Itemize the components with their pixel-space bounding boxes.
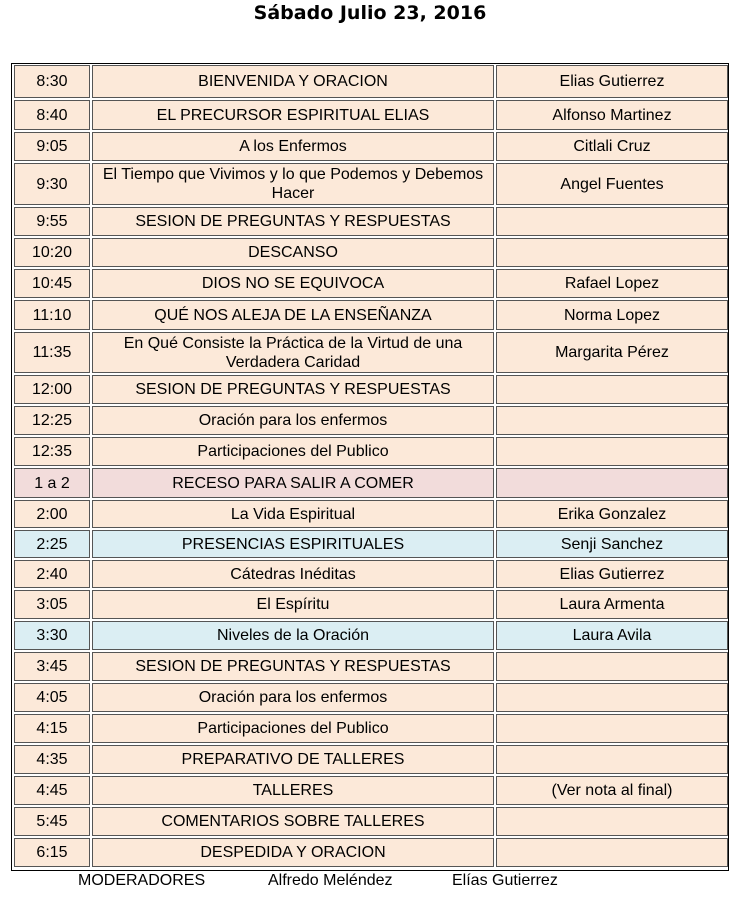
time-cell: 10:20 xyxy=(14,238,90,267)
time-cell: 11:10 xyxy=(14,300,90,330)
topic-cell: SESION DE PREGUNTAS Y RESPUESTAS xyxy=(92,207,494,236)
time-cell: 2:40 xyxy=(14,560,90,588)
speaker-cell xyxy=(496,652,728,681)
topic-cell: La Vida Espiritual xyxy=(92,500,494,528)
speaker-cell xyxy=(496,468,728,498)
topic-cell: En Qué Consiste la Práctica de la Virtud de una Verdadera Caridad xyxy=(92,332,494,373)
topic-cell: El Tiempo que Vivimos y lo que Podemos y Debemos Hacer xyxy=(92,163,494,205)
speaker-cell: Elias Gutierrez xyxy=(496,560,728,588)
topic-cell: COMENTARIOS SOBRE TALLERES xyxy=(92,807,494,836)
time-cell: 12:00 xyxy=(14,375,90,404)
time-cell: 3:05 xyxy=(14,590,90,619)
speaker-cell xyxy=(496,207,728,236)
time-cell: 11:35 xyxy=(14,332,90,373)
speaker-cell: Rafael Lopez xyxy=(496,269,728,298)
speaker-cell xyxy=(496,238,728,267)
topic-cell: PRESENCIAS ESPIRITUALES xyxy=(92,530,494,558)
time-cell: 8:40 xyxy=(14,100,90,130)
speaker-cell xyxy=(496,683,728,712)
topic-cell: TALLERES xyxy=(92,776,494,805)
speaker-cell xyxy=(496,745,728,774)
topic-cell: Participaciones del Publico xyxy=(92,714,494,743)
topic-cell: Oración para los enfermos xyxy=(92,406,494,435)
topic-cell: Oración para los enfermos xyxy=(92,683,494,712)
topic-cell: QUÉ NOS ALEJA DE LA ENSEÑANZA xyxy=(92,300,494,330)
speaker-cell xyxy=(496,406,728,435)
topic-cell: Cátedras Inéditas xyxy=(92,560,494,588)
topic-cell: El Espíritu xyxy=(92,590,494,619)
time-cell: 2:00 xyxy=(14,500,90,528)
speaker-cell: Alfonso Martinez xyxy=(496,100,728,130)
speaker-cell: Laura Armenta xyxy=(496,590,728,619)
speaker-cell xyxy=(496,437,728,466)
speaker-cell: Margarita Pérez xyxy=(496,332,728,373)
topic-cell: PREPARATIVO DE TALLERES xyxy=(92,745,494,774)
time-cell: 4:15 xyxy=(14,714,90,743)
time-cell: 12:25 xyxy=(14,406,90,435)
moderators-label: MODERADORES xyxy=(78,872,206,889)
time-cell: 3:45 xyxy=(14,652,90,681)
time-cell: 1 a 2 xyxy=(14,468,90,498)
speaker-cell: Elias Gutierrez xyxy=(496,65,728,98)
topic-cell: A los Enfermos xyxy=(92,132,494,161)
speaker-cell xyxy=(496,807,728,836)
moderator-1: Alfredo Meléndez xyxy=(268,872,393,889)
time-cell: 3:30 xyxy=(14,621,90,650)
time-cell: 4:35 xyxy=(14,745,90,774)
moderator-2: Elías Gutierrez xyxy=(452,872,558,889)
topic-cell: DESCANSO xyxy=(92,238,494,267)
speaker-cell: Laura Avila xyxy=(496,621,728,650)
topic-cell: EL PRECURSOR ESPIRITUAL ELIAS xyxy=(92,100,494,130)
topic-cell: SESION DE PREGUNTAS Y RESPUESTAS xyxy=(92,375,494,404)
topic-cell: Niveles de la Oración xyxy=(92,621,494,650)
speaker-cell: Senji Sanchez xyxy=(496,530,728,558)
time-cell: 9:05 xyxy=(14,132,90,161)
speaker-cell: Citlali Cruz xyxy=(496,132,728,161)
time-cell: 2:25 xyxy=(14,530,90,558)
topic-cell: SESION DE PREGUNTAS Y RESPUESTAS xyxy=(92,652,494,681)
topic-cell: Participaciones del Publico xyxy=(92,437,494,466)
time-cell: 9:30 xyxy=(14,163,90,205)
topic-cell: RECESO PARA SALIR A COMER xyxy=(92,468,494,498)
speaker-cell: Erika Gonzalez xyxy=(496,500,728,528)
topic-cell: DIOS NO SE EQUIVOCA xyxy=(92,269,494,298)
time-cell: 4:05 xyxy=(14,683,90,712)
time-cell: 8:30 xyxy=(14,65,90,98)
time-cell: 12:35 xyxy=(14,437,90,466)
topic-cell: DESPEDIDA Y ORACION xyxy=(92,838,494,867)
time-cell: 4:45 xyxy=(14,776,90,805)
speaker-cell: Angel Fuentes xyxy=(496,163,728,205)
speaker-cell: (Ver nota al final) xyxy=(496,776,728,805)
time-cell: 9:55 xyxy=(14,207,90,236)
speaker-cell xyxy=(496,838,728,867)
speaker-cell: Norma Lopez xyxy=(496,300,728,330)
speaker-cell xyxy=(496,714,728,743)
speaker-cell xyxy=(496,375,728,404)
time-cell: 5:45 xyxy=(14,807,90,836)
page-title: Sábado Julio 23, 2016 xyxy=(253,2,487,24)
time-cell: 6:15 xyxy=(14,838,90,867)
time-cell: 10:45 xyxy=(14,269,90,298)
topic-cell: BIENVENIDA Y ORACION xyxy=(92,65,494,98)
